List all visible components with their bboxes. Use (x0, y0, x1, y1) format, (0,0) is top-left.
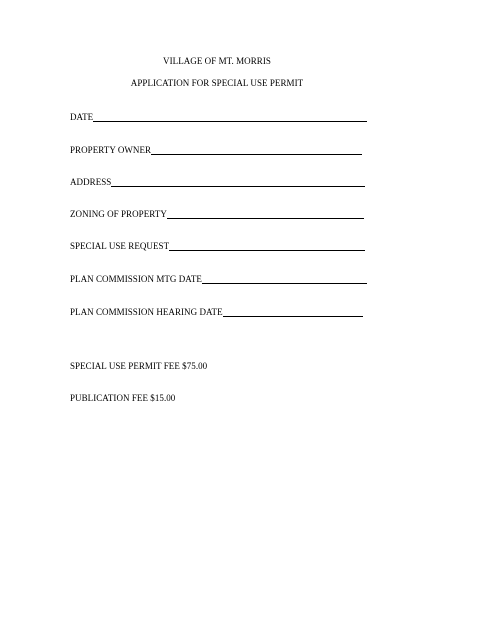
special-use-permit-fee: SPECIAL USE PERMIT FEE $75.00 (70, 361, 208, 371)
special-use-request-blank[interactable] (169, 241, 365, 251)
special-use-request-label: SPECIAL USE REQUEST (70, 241, 170, 251)
publication-fee: PUBLICATION FEE $15.00 (70, 393, 176, 403)
property-owner-label: PROPERTY OWNER (70, 145, 152, 155)
date-label: DATE (70, 112, 94, 122)
zoning-label: ZONING OF PROPERTY (70, 209, 167, 219)
property-owner-field[interactable] (70, 145, 362, 156)
plan-commission-mtg-date-label: PLAN COMMISSION MTG DATE (70, 274, 202, 284)
village-heading: VILLAGE OF MT. MORRIS (163, 56, 271, 66)
property-owner-blank[interactable] (151, 145, 362, 155)
plan-commission-mtg-date-field[interactable] (70, 274, 367, 285)
zoning-field[interactable] (70, 209, 364, 220)
address-label: ADDRESS (70, 177, 112, 187)
special-use-request-field[interactable] (70, 241, 365, 252)
address-field[interactable] (70, 177, 365, 188)
date-field[interactable] (70, 112, 367, 123)
zoning-blank[interactable] (167, 209, 364, 219)
date-blank[interactable] (93, 112, 367, 122)
plan-commission-hearing-date-label: PLAN COMMISSION HEARING DATE (70, 307, 223, 317)
address-blank[interactable] (111, 177, 365, 187)
plan-commission-hearing-date-blank[interactable] (223, 307, 363, 317)
plan-commission-hearing-date-field[interactable] (70, 307, 363, 318)
plan-commission-mtg-date-blank[interactable] (202, 274, 367, 284)
form-title: APPLICATION FOR SPECIAL USE PERMIT (130, 78, 304, 88)
